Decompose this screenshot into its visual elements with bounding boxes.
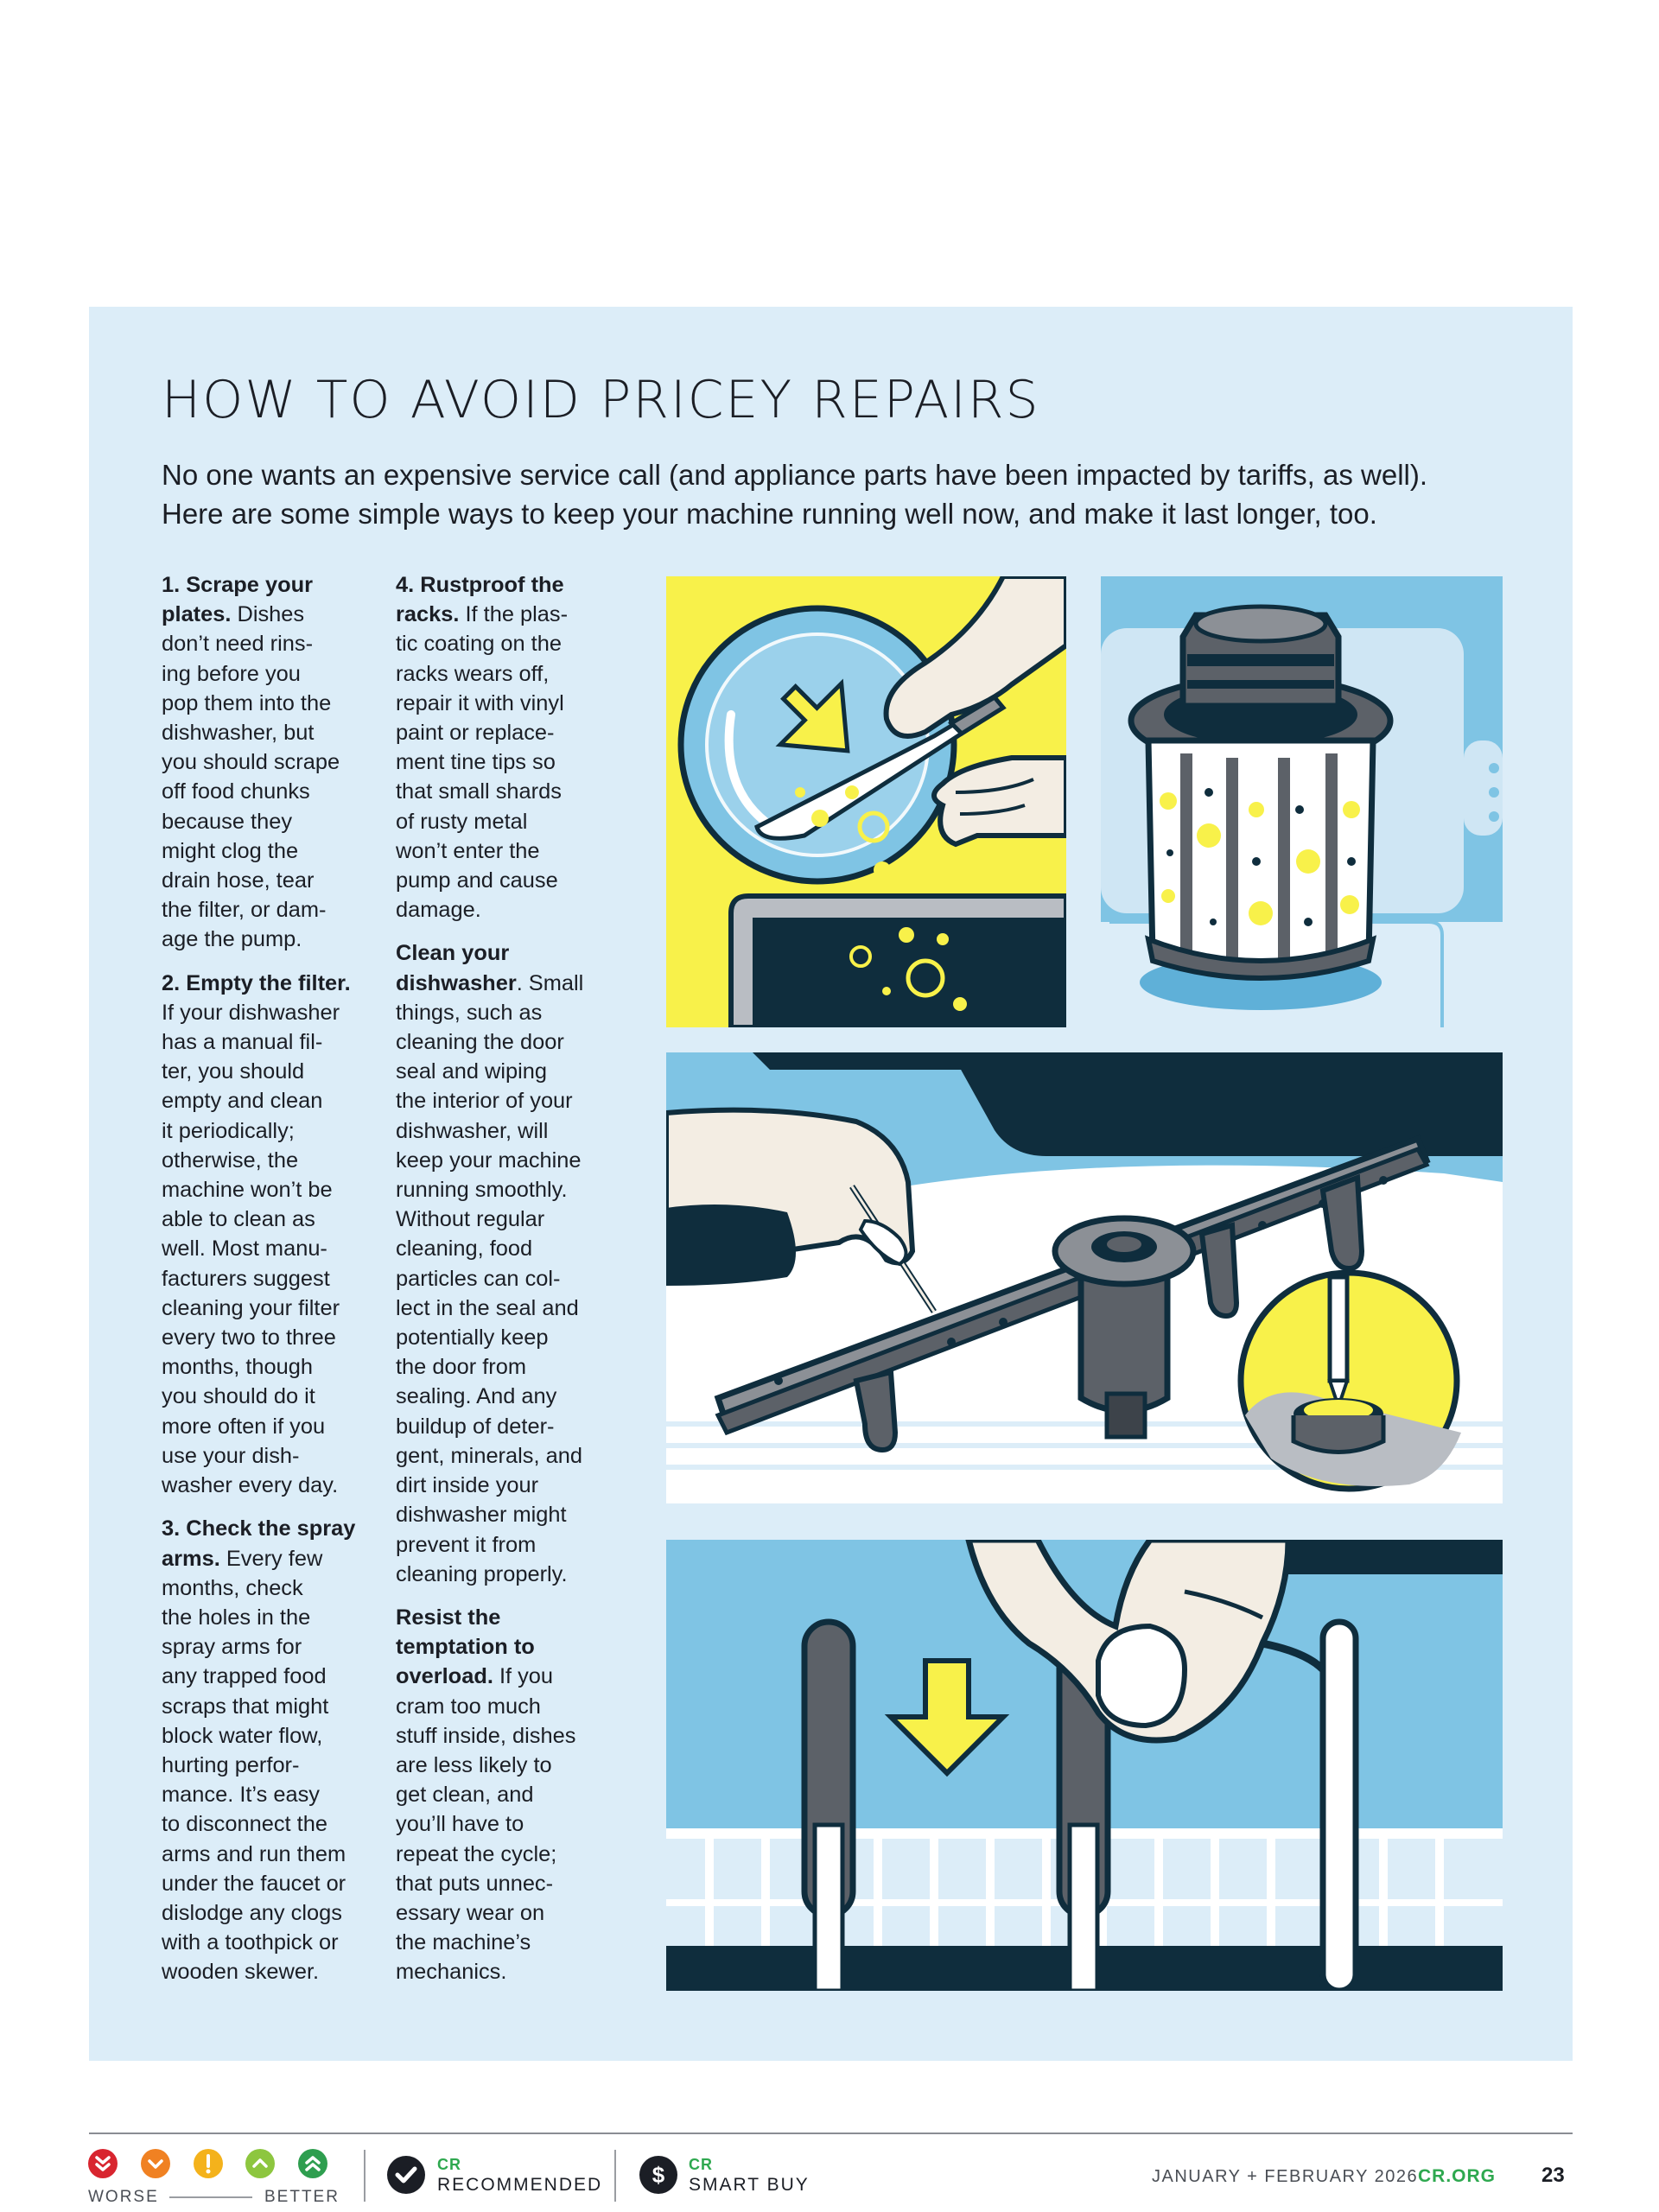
tip-6-heading: Resist the xyxy=(396,1605,501,1630)
cr-smart-buy-label: SMART BUY xyxy=(689,2175,810,2195)
text-line: the machine’s xyxy=(396,1930,531,1955)
text-line: tic coating on the xyxy=(396,632,562,657)
text-line: buildup of deter- xyxy=(396,1414,555,1439)
text-line: has a manual fil- xyxy=(162,1030,323,1055)
text-line: it periodically; xyxy=(162,1118,295,1143)
text-line: ter, you should xyxy=(162,1059,305,1084)
text-line: cleaning your filter xyxy=(162,1295,340,1320)
text-line: the holes in the xyxy=(162,1605,311,1630)
text-line: might clog the xyxy=(162,838,299,863)
tip-1-heading: 1. Scrape your xyxy=(162,573,313,597)
intro-line-1: No one wants an expensive service call (and appliance parts have been impacted by tariffs, as well). xyxy=(162,459,1428,491)
text-line: age the pump. xyxy=(162,927,302,952)
text-line: running smoothly. xyxy=(396,1178,568,1203)
text-line: repair it with vinyl xyxy=(396,690,564,715)
text-line: won’t enter the xyxy=(396,838,540,863)
tip-3-heading: 3. Check the spray xyxy=(162,1516,356,1541)
text-line: you should do it xyxy=(162,1384,315,1409)
text-line: Without regular xyxy=(396,1207,545,1232)
text-line: dishwasher, but xyxy=(162,721,315,746)
chevron-down-icon xyxy=(141,2149,170,2178)
text-line: empty and clean xyxy=(162,1089,323,1114)
tip-4-text: If the plas- xyxy=(465,602,569,627)
text-line: stuff inside, dishes xyxy=(396,1723,576,1748)
tip-3-text: Every few xyxy=(226,1546,323,1571)
text-line: sealing. And any xyxy=(396,1384,557,1409)
tip-6-heading-cont-2: overload. xyxy=(396,1664,493,1689)
tip-6-text: If you xyxy=(499,1664,554,1689)
text-line: drain hose, tear xyxy=(162,868,315,893)
text-line: months, though xyxy=(162,1355,314,1380)
text-line: ment tine tips so xyxy=(396,750,556,775)
article-intro xyxy=(162,455,1510,533)
svg-text:$: $ xyxy=(652,2162,665,2188)
text-line: mechanics. xyxy=(396,1960,507,1985)
text-column-1 xyxy=(162,570,388,2001)
site-url: CR.ORG xyxy=(1418,2166,1496,2186)
text-line: ing before you xyxy=(162,661,301,686)
text-line: essary wear on xyxy=(396,1900,545,1925)
text-line: pump and cause xyxy=(396,868,558,893)
text-line: under the faucet or xyxy=(162,1871,346,1896)
text-line: the door from xyxy=(396,1355,527,1380)
illustration-rack-tines xyxy=(666,1540,1503,1991)
text-line: cram too much xyxy=(396,1694,541,1719)
tip-3 xyxy=(162,1514,388,1986)
text-line: keep your machine xyxy=(396,1147,582,1173)
text-line: dishwasher might xyxy=(396,1503,567,1528)
page-number: 23 xyxy=(1541,2164,1565,2187)
tip-2-heading: 2. Empty the filter. xyxy=(162,970,351,995)
text-line: spray arms for xyxy=(162,1635,302,1660)
text-line: paint or replace- xyxy=(396,721,555,746)
text-line: scraps that might xyxy=(162,1694,329,1719)
text-line: racks wears off, xyxy=(396,661,550,686)
tip-4-heading-cont: racks. xyxy=(396,602,460,627)
text-line: cleaning properly. xyxy=(396,1561,568,1586)
tip-5 xyxy=(396,938,622,1588)
tip-3-heading-cont: arms. xyxy=(162,1546,220,1571)
text-line: repeat the cycle; xyxy=(396,1841,557,1866)
text-line: damage. xyxy=(396,898,481,923)
text-line: lect in the seal and xyxy=(396,1295,579,1320)
text-line: are less likely to xyxy=(396,1752,552,1777)
text-line: potentially keep xyxy=(396,1325,549,1351)
tip-4 xyxy=(396,570,622,925)
footer-divider-1 xyxy=(364,2150,365,2202)
text-line: gent, minerals, and xyxy=(396,1443,582,1468)
text-line: arms and run them xyxy=(162,1841,346,1866)
text-line: dirt inside your xyxy=(396,1473,539,1498)
text-line: hurting perfor- xyxy=(162,1752,300,1777)
tip-5-heading: Clean your xyxy=(396,941,510,966)
text-line: with a toothpick or xyxy=(162,1930,339,1955)
tip-1 xyxy=(162,570,388,955)
footer-divider-2 xyxy=(614,2150,616,2202)
text-line: that puts unnec- xyxy=(396,1871,554,1896)
text-line: mance. It’s easy xyxy=(162,1783,320,1808)
text-column-2 xyxy=(396,570,622,2001)
text-line: able to clean as xyxy=(162,1207,315,1232)
text-line: you’ll have to xyxy=(396,1812,524,1837)
text-line: the interior of your xyxy=(396,1089,573,1114)
tip-1-text: Dishes xyxy=(237,602,305,627)
text-line: particles can col- xyxy=(396,1266,561,1291)
text-line: If your dishwasher xyxy=(162,1000,340,1025)
chevron-up-icon xyxy=(245,2149,275,2178)
tip-2 xyxy=(162,969,388,1501)
exclamation-icon xyxy=(194,2149,223,2178)
text-line: well. Most manu- xyxy=(162,1236,327,1262)
text-line: machine won’t be xyxy=(162,1178,333,1203)
text-line: months, check xyxy=(162,1575,303,1600)
cr-recommended-label: RECOMMENDED xyxy=(437,2175,603,2195)
text-line: dishwasher, will xyxy=(396,1118,549,1143)
illustration-spray-arm xyxy=(666,1052,1503,1503)
scale-line xyxy=(169,2196,252,2198)
tip-4-lines xyxy=(396,629,622,925)
text-line: block water flow, xyxy=(162,1723,323,1748)
text-line: don’t need rins- xyxy=(162,632,314,657)
text-line: things, such as xyxy=(396,1000,543,1025)
scale-better-label: BETTER xyxy=(264,2188,340,2206)
tip-1-lines xyxy=(162,629,388,954)
illustration-filter xyxy=(1101,576,1503,1027)
tip-1-heading-cont: plates. xyxy=(162,602,232,627)
illustration-scrape-plate xyxy=(666,576,1066,1027)
text-line: pop them into the xyxy=(162,690,332,715)
text-line: facturers suggest xyxy=(162,1266,330,1291)
tip-6-heading-cont: temptation to xyxy=(396,1635,535,1660)
text-line: prevent it from xyxy=(396,1532,537,1557)
text-line: get clean, and xyxy=(396,1783,534,1808)
tip-4-heading: 4. Rustproof the xyxy=(396,573,564,597)
checkmark-icon xyxy=(387,2156,425,2194)
double-chevron-down-icon xyxy=(88,2149,118,2178)
scale-worse-label: WORSE xyxy=(88,2188,159,2206)
cr-smart-buy-mark: CR xyxy=(689,2156,713,2173)
tip-6-lines xyxy=(396,1692,622,1987)
text-line: the filter, or dam- xyxy=(162,898,327,923)
text-line: cleaning, food xyxy=(396,1236,533,1262)
tip-5-heading-cont: dishwasher xyxy=(396,970,517,995)
text-line: otherwise, the xyxy=(162,1147,299,1173)
text-line: off food chunks xyxy=(162,779,310,804)
footer-rule xyxy=(89,2133,1573,2134)
text-line: to disconnect the xyxy=(162,1812,327,1837)
text-line: cleaning the door xyxy=(396,1030,564,1055)
text-line: use your dish- xyxy=(162,1443,300,1468)
intro-line-2: Here are some simple ways to keep your machine running well now, and make it last longer, too. xyxy=(162,498,1377,530)
text-line: you should scrape xyxy=(162,750,340,775)
tip-5-lines xyxy=(396,998,622,1589)
text-line: more often if you xyxy=(162,1414,326,1439)
text-line: wooden skewer. xyxy=(162,1960,320,1985)
text-line: washer every day. xyxy=(162,1473,339,1498)
text-line: any trapped food xyxy=(162,1664,327,1689)
text-line: that small shards xyxy=(396,779,562,804)
tip-6 xyxy=(396,1603,622,1987)
tip-5-text: . Small xyxy=(516,970,584,995)
tip-2-lines xyxy=(162,998,388,1500)
issue-date: JANUARY + FEBRUARY 2026 xyxy=(1152,2167,1419,2186)
cr-recommended-mark: CR xyxy=(437,2156,461,2173)
double-chevron-up-icon xyxy=(298,2149,327,2178)
text-line: because they xyxy=(162,809,293,834)
text-line: seal and wiping xyxy=(396,1059,548,1084)
text-line: every two to three xyxy=(162,1325,336,1351)
text-line: dislodge any clogs xyxy=(162,1900,342,1925)
text-line: of rusty metal xyxy=(396,809,528,834)
tip-3-lines xyxy=(162,1573,388,1987)
dollar-icon xyxy=(639,2156,677,2194)
article-title: HOW TO AVOID PRICEY REPAIRS xyxy=(162,370,1040,430)
